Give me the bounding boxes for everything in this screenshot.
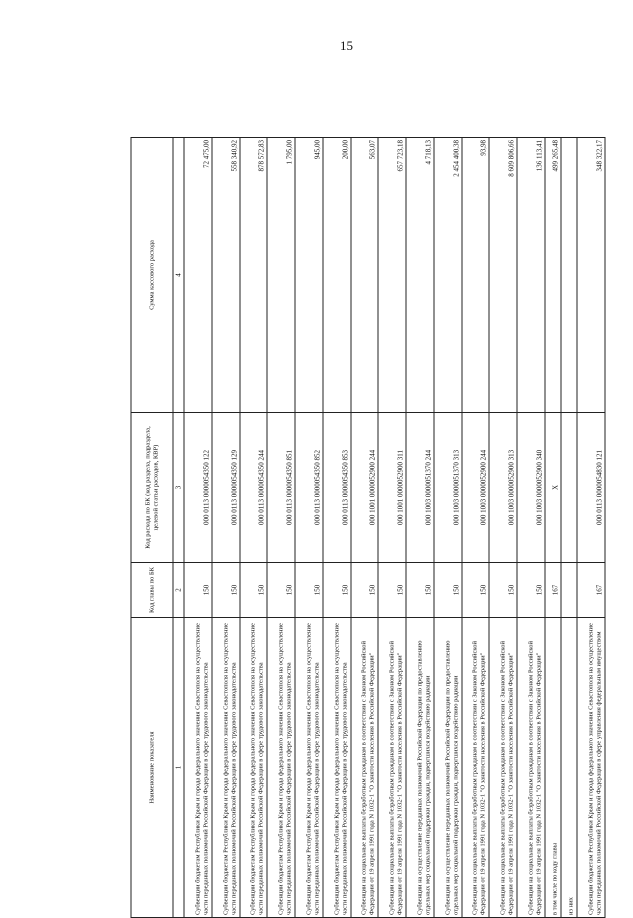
table-row (267, 138, 295, 918)
row-amount: 136 113,41 (517, 138, 545, 413)
row-kbk: 000 0113 0000054350 244 (240, 413, 268, 563)
table-row (577, 138, 605, 918)
row-name: в том числе по коду главы (545, 618, 561, 918)
table-row (434, 138, 462, 918)
row-amount: 200,00 (323, 138, 351, 413)
row-name: Субвенции на социальные выплаты безработным гражданам в соответствии с Законом Российской Федерации от 19 апреля 1991 года N 1032-1 "О занятости населения в Российской Федерации" (351, 618, 379, 918)
row-code: 150 (184, 563, 212, 618)
row-name: из них (561, 618, 577, 918)
row-amount: 945,00 (295, 138, 323, 413)
header-amount: Сумма кассового расхода (131, 138, 173, 413)
table-row (406, 138, 434, 918)
row-code: 150 (212, 563, 240, 618)
table-row (323, 138, 351, 918)
column-number: 1 (173, 618, 184, 918)
table-row (378, 138, 406, 918)
row-amount (561, 138, 577, 413)
row-kbk: 000 1003 0000052900 313 (489, 413, 517, 563)
table-container (131, 138, 606, 918)
row-kbk: 000 0113 0000054830 121 (577, 413, 605, 563)
table-body (184, 138, 605, 918)
column-number: 4 (173, 138, 184, 413)
header-kbk: Код расхода по БК (код раздела, подраздела, целевой статьи расходов, КВР) (131, 413, 173, 563)
row-amount: 348 322,17 (577, 138, 605, 413)
row-kbk: 000 0113 0000054350 853 (323, 413, 351, 563)
row-name: Субвенции на социальные выплаты безработным гражданам в соответствии с Законом Российской Федерации от 19 апреля 1991 года N 1032-1 "О занятости населения в Российской Федерации" (378, 618, 406, 918)
row-kbk: 000 0113 0000054350 852 (295, 413, 323, 563)
row-code: 167 (545, 563, 561, 618)
row-amount: 563,07 (351, 138, 379, 413)
row-kbk: X (545, 413, 561, 563)
row-code: 150 (295, 563, 323, 618)
table-row (351, 138, 379, 918)
table-row (517, 138, 545, 918)
row-name: Субвенции бюджетам Республики Крым и города федерального значения Севастополя на осуществление части переданных полномочий Российской Федерации в сфере управления федеральным имуществом (577, 618, 605, 918)
row-name: Субвенции на социальные выплаты безработным гражданам в соответствии с Законом Российской Федерации от 19 апреля 1991 года N 1032-1 "О занятости населения в Российской Федерации" (517, 618, 545, 918)
row-name: Субвенции бюджетам Республики Крым и города федерального значения Севастополя на осуществление части переданных полномочий Российской Федерации в сфере трудового законодательства (295, 618, 323, 918)
row-amount: 93,98 (462, 138, 490, 413)
row-name: Субвенции бюджетам Республики Крым и города федерального значения Севастополя на осуществление части переданных полномочий Российской Федерации в сфере трудового законодательства (184, 618, 212, 918)
row-code: 150 (489, 563, 517, 618)
row-code: 150 (351, 563, 379, 618)
row-code: 150 (267, 563, 295, 618)
table-row (545, 138, 561, 918)
row-code: 150 (323, 563, 351, 618)
row-amount: 499 265,48 (545, 138, 561, 413)
row-kbk (561, 413, 577, 563)
row-kbk: 000 0113 0000054350 122 (184, 413, 212, 563)
table-row (184, 138, 212, 918)
row-code: 150 (240, 563, 268, 618)
expense-table (131, 137, 606, 918)
row-name: Субвенции на социальные выплаты безработным гражданам в соответствии с Законом Российской Федерации от 19 апреля 1991 года N 1032-1 "О занятости населения в Российской Федерации" (489, 618, 517, 918)
row-code: 150 (378, 563, 406, 618)
row-name: Субвенции на социальные выплаты безработным гражданам в соответствии с Законом Российской Федерации от 19 апреля 1991 года N 1032-1 "О занятости населения в Российской Федерации" (462, 618, 490, 918)
row-code: 150 (406, 563, 434, 618)
row-kbk: 000 1003 0000051370 313 (434, 413, 462, 563)
row-amount: 1 795,00 (267, 138, 295, 413)
row-amount: 4 718,13 (406, 138, 434, 413)
column-number: 3 (173, 413, 184, 563)
page-number: 15 (340, 38, 353, 53)
row-name: Субвенции бюджетам Республики Крым и города федерального значения Севастополя на осуществление части переданных полномочий Российской Федерации в сфере трудового законодательства (212, 618, 240, 918)
row-kbk: 000 1001 0000052900 311 (378, 413, 406, 563)
row-kbk: 000 1003 0000052900 340 (517, 413, 545, 563)
column-number: 2 (173, 563, 184, 618)
row-amount: 657 723,18 (378, 138, 406, 413)
header-name: Наименование показателя (131, 618, 173, 918)
row-name: Субвенции бюджетам Республики Крым и города федерального значения Севастополя на осуществление части переданных полномочий Российской Федерации в сфере трудового законодательства (267, 618, 295, 918)
row-name: Субвенции на осуществление переданных полномочий Российской Федерации по предоставлению отдельных мер социальной поддержки граждан, подвергшихся воздействию радиации (434, 618, 462, 918)
row-code (561, 563, 577, 618)
row-name: Субвенции бюджетам Республики Крым и города федерального значения Севастополя на осуществление части переданных полномочий Российской Федерации в сфере трудового законодательства (240, 618, 268, 918)
row-kbk: 000 0113 0000054350 851 (267, 413, 295, 563)
row-name: Субвенции бюджетам Республики Крым и города федерального значения Севастополя на осуществление части переданных полномочий Российской Федерации в сфере трудового законодательства (323, 618, 351, 918)
row-amount: 8 609 806,66 (489, 138, 517, 413)
table-row (295, 138, 323, 918)
row-amount: 878 572,83 (240, 138, 268, 413)
row-name: Субвенции на осуществление переданных полномочий Российской Федерации по предоставлению отдельных мер социальной поддержки граждан, подвергшихся воздействию радиации (406, 618, 434, 918)
row-code: 150 (462, 563, 490, 618)
row-kbk: 000 1003 0000051370 244 (406, 413, 434, 563)
header-code: Код главы по БК (131, 563, 173, 618)
table-row (212, 138, 240, 918)
row-amount: 72 475,00 (184, 138, 212, 413)
table-row (462, 138, 490, 918)
table-row (240, 138, 268, 918)
row-kbk: 000 0113 0000054350 129 (212, 413, 240, 563)
row-kbk: 000 1003 0000052900 244 (462, 413, 490, 563)
row-kbk: 000 1001 0000052900 244 (351, 413, 379, 563)
row-code: 150 (434, 563, 462, 618)
row-code: 167 (577, 563, 605, 618)
table-row (489, 138, 517, 918)
row-code: 150 (517, 563, 545, 618)
table-row (561, 138, 577, 918)
row-amount: 2 454 400,38 (434, 138, 462, 413)
row-amount: 558 340,92 (212, 138, 240, 413)
